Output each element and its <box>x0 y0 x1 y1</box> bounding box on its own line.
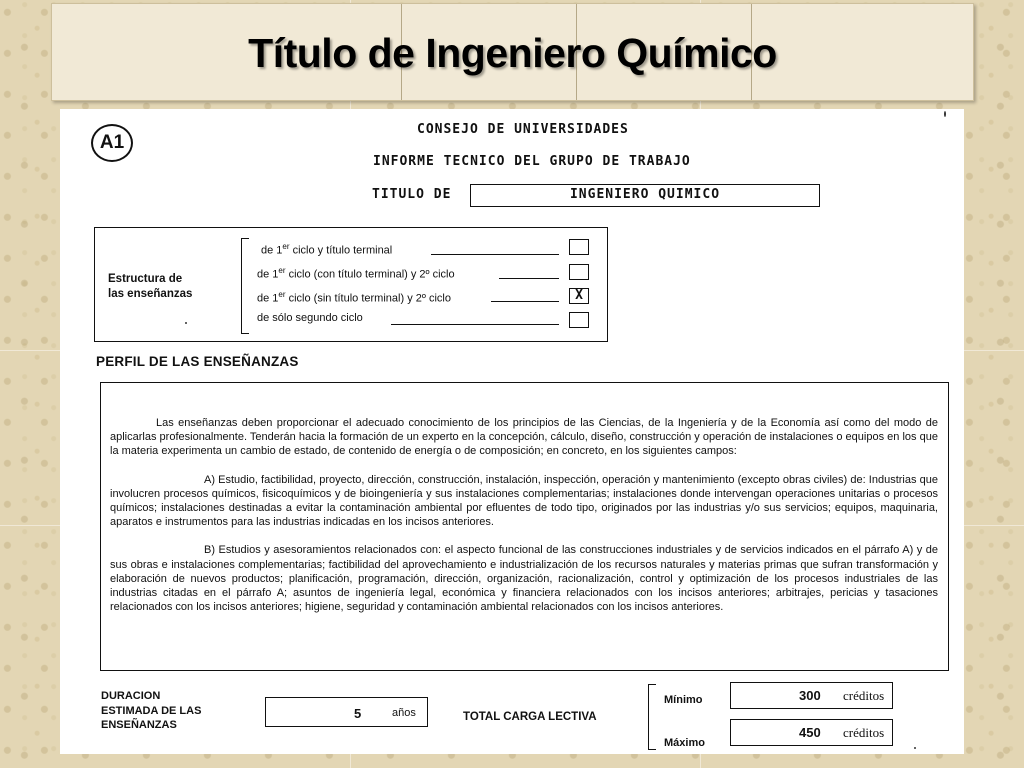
duracion-value: 5 <box>354 706 362 721</box>
document-header-council: CONSEJO DE UNIVERSIDADES <box>417 122 629 137</box>
carga-max-box <box>730 719 893 746</box>
perfil-heading: PERFIL DE LAS ENSEÑANZAS <box>96 354 299 369</box>
carga-bracket <box>648 684 656 750</box>
perfil-box <box>100 382 949 671</box>
option-checkbox-checked[interactable]: X <box>569 288 589 304</box>
carga-min-box <box>730 682 893 709</box>
duracion-label-line: ESTIMADA DE LAS <box>101 704 202 717</box>
duracion-unit: años <box>392 707 416 719</box>
slide-title-bar <box>51 3 974 101</box>
estructura-box <box>94 227 608 342</box>
estructura-label <box>108 272 192 302</box>
scanned-document <box>60 109 964 754</box>
option-checkbox[interactable] <box>569 312 589 328</box>
option-line <box>491 301 559 302</box>
estructura-label-line: Estructura de <box>108 273 183 285</box>
duracion-label <box>101 689 201 733</box>
carga-min-unit: créditos <box>843 688 885 703</box>
perfil-paragraph-b: B) Estudios y asesoramientos relacionados con: el aspecto funcional de las construcciones industriales y de servicios indicados en el párrafo A) y de sus obras e instalaciones complementarias; factibilidad del aprovechamiento e industrialización de los recursos naturales y materias primas que sufran transformación y elaboración de nuevos productos; planificación, programación, dirección, organización, racionalización, control y optimización de los procesos industriales de las industrias citadas en el párrafo A; asuntos de ingeniería legal, económica y financiera relacionados con los incisos anteriores; arbitrajes, pericias y tasaciones relacionados con los incisos anteriores; higiene, seguridad y contaminación ambiental relacionados con los incisos anteriores. <box>110 544 938 614</box>
option-line <box>391 324 559 325</box>
estructura-bracket <box>241 238 249 334</box>
duracion-label-line: ENSEÑANZAS <box>101 719 177 731</box>
option-line <box>431 254 559 255</box>
estructura-option: de sólo segundo ciclo <box>257 312 363 324</box>
carga-max-label: Máximo <box>664 737 705 749</box>
document-badge: A1 <box>91 124 133 162</box>
carga-min-label: Mínimo <box>664 694 703 706</box>
scan-speck <box>944 111 946 117</box>
perfil-paragraph: Las enseñanzas deben proporcionar el adecuado conocimiento de los principios de las Ciencias, de la Ingeniería y de la Economía así como del modo de aplicarlas profesionalmente. Tenderán hacia la formación de un experto en la concepción, cálculo, diseño, construcción y operación de instalaciones o equipos en los que la materia experimenta un cambio de estado, de contenido de energía o de composición; en concreto, en los siguientes campos: <box>110 417 938 458</box>
option-line <box>499 278 559 279</box>
page-title: Título de Ingeniero Químico <box>248 30 777 76</box>
titulo-value: INGENIERO QUIMICO <box>470 184 820 207</box>
scan-speck <box>185 322 187 324</box>
duracion-box <box>265 697 428 727</box>
perfil-paragraph-a: A) Estudio, factibilidad, proyecto, dirección, construcción, instalación, inspección, operación y mantenimiento (excepto obras civiles) de: Industrias que involucren procesos químicos, fisicoquímicos y de bioingeniería y sus instalaciones complementarias; instalaciones donde intervengan operaciones unitarias o procesos químicos; instalaciones destinadas a evitar la contaminación ambiental por efluentes de todo tipo, originados por las industrias y/o sus servicios; equipos, maquinaria, aparatos e instrumentos para las industrias indicadas en los incisos anteriores. <box>110 473 938 529</box>
scan-speck <box>914 747 916 749</box>
carga-lectiva-label: TOTAL CARGA LECTIVA <box>463 711 597 723</box>
titulo-label: TITULO DE <box>372 187 452 202</box>
carga-max-unit: créditos <box>843 725 885 740</box>
estructura-label-line: las enseñanzas <box>108 288 193 300</box>
estructura-option: de 1er ciclo (sin título terminal) y 2º ciclo <box>257 290 451 305</box>
estructura-option: de 1er ciclo (con título terminal) y 2º ciclo <box>257 266 455 281</box>
option-checkbox[interactable] <box>569 264 589 280</box>
carga-min-value: 300 <box>799 688 821 703</box>
carga-max-value: 450 <box>799 725 821 740</box>
estructura-option: de 1er ciclo y título terminal <box>261 242 393 257</box>
duracion-label-line: DURACION <box>101 690 161 702</box>
document-header-report: INFORME TECNICO DEL GRUPO DE TRABAJO <box>373 154 691 169</box>
option-checkbox[interactable] <box>569 239 589 255</box>
